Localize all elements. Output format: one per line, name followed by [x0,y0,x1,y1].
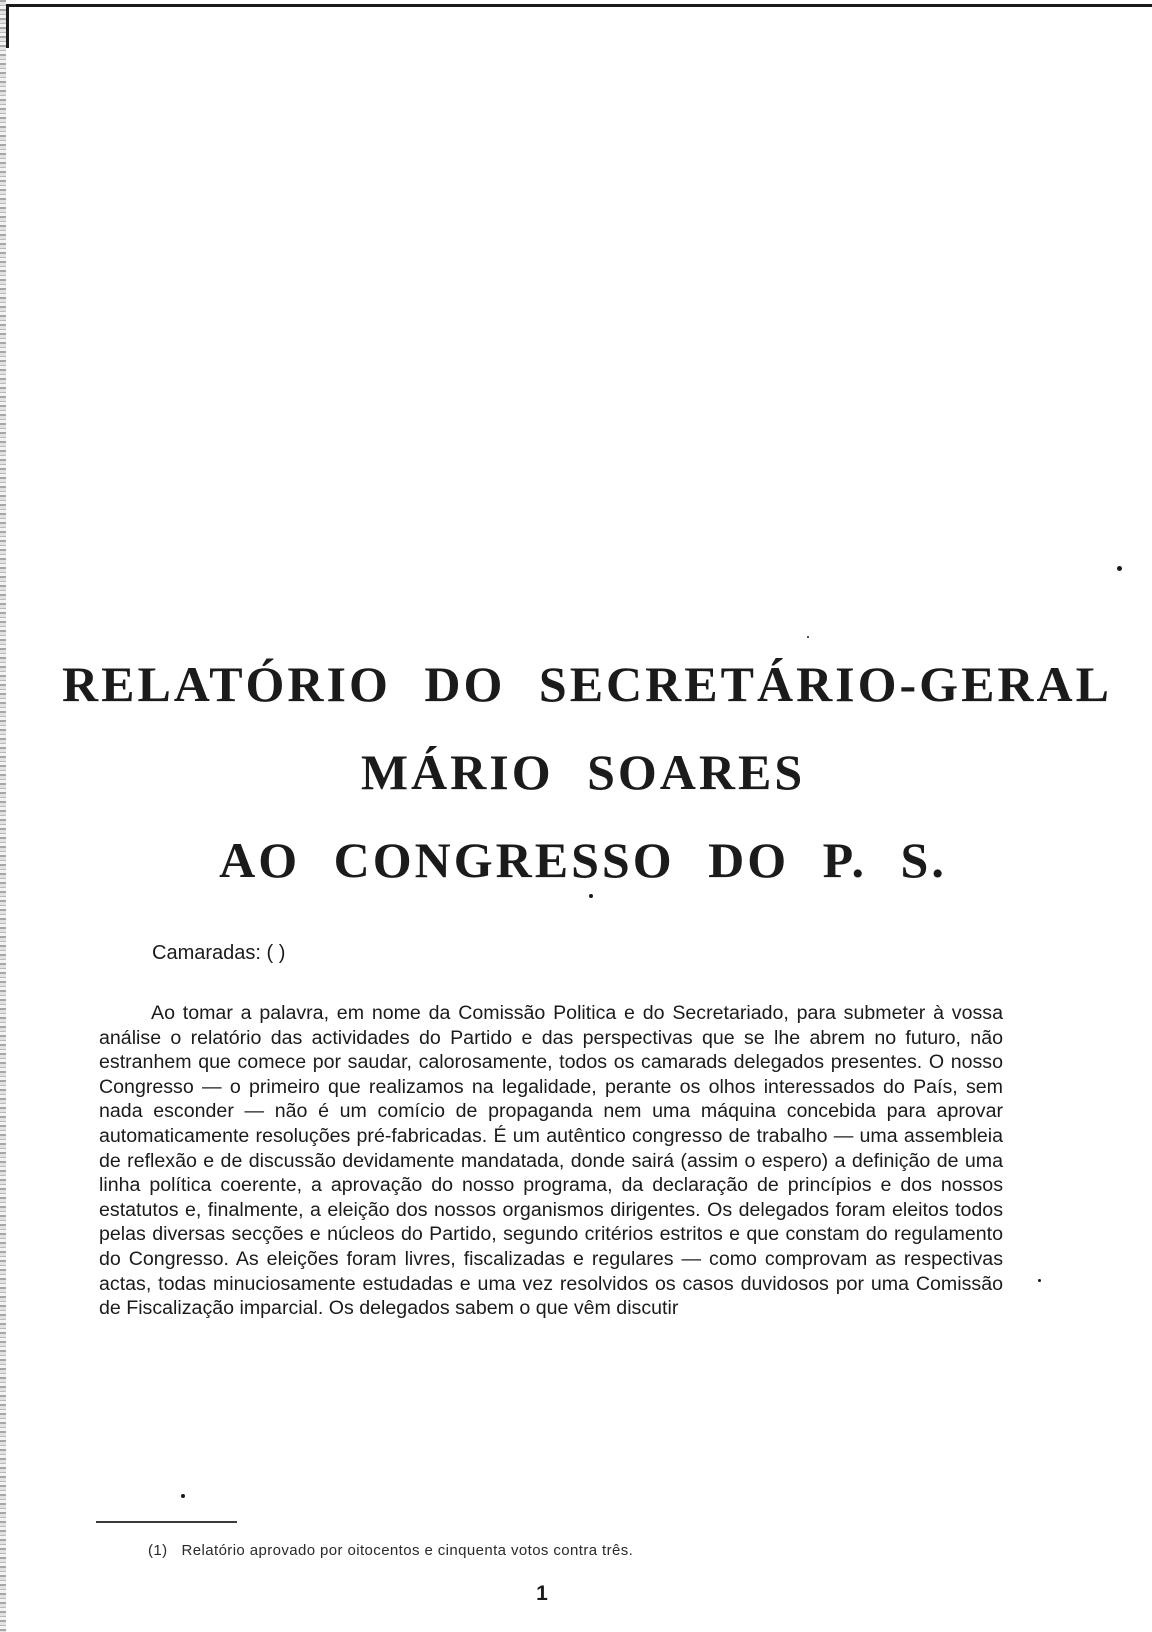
body-paragraph: Ao tomar a palavra, em nome da Comissão Politica e do Secretariado, para submeter à vossa análise o relatório das actividades do Partido e das perspectivas que se lhe abrem no futuro, não estranhem que comece por saudar, calorosamente, todos os camarads delegados presentes. O nosso Congresso — o primeiro que realizamos na legalidade, perante os olhos interessados do País, sem nada esconder — não é um comício de propaganda nem uma máquina concebida para aprovar automaticamente resoluções pré-fabricadas. É um autêntico congresso de trabalho — uma assembleia de reflexão e de discussão devidamente mandatada, donde sairá (assim o espero) a definição de uma linha política coerente, a aprovação do nosso programa, da declaração de princípios e dos nossos estatutos e, finalmente, a eleição dos nossos organismos dirigentes. Os delegados foram eleitos todos pelas diversas secções e núcleos do Partido, segundo critérios estritos e que constam do regulamento do Congresso. As eleições foram livres, fiscalizadas e regulares — como comprovam as respectivas actas, todas minuciosamente estudadas e uma vez resolvidos os casos duvidosos por uma Comissão de Fiscalização imparcial. Os delegados sabem o que vêm discutir [99,1002,1003,1320]
scan-edge-corner [6,6,9,48]
footnote-marker: (1) [148,1542,168,1559]
scan-edge-top [6,4,1152,7]
scan-speck [1038,1279,1041,1282]
scan-speck [1117,566,1122,571]
greeting: Camaradas: ( ) [152,942,286,964]
footnote-text: Relatório aprovado por oitocentos e cinquenta votos contra três. [181,1542,634,1559]
scan-speck [807,636,809,638]
title-line-3: AO CONGRESSO DO P. S. [219,832,947,888]
footnote-divider [96,1521,237,1523]
document-title [0,640,1152,904]
title-line-1: RELATÓRIO DO SECRETÁRIO-GERAL [61,656,1112,712]
page-number: 1 [536,1582,548,1605]
scan-speck [181,1494,185,1498]
footnote [148,1542,633,1560]
title-line-2: MÁRIO SOARES [360,744,806,800]
